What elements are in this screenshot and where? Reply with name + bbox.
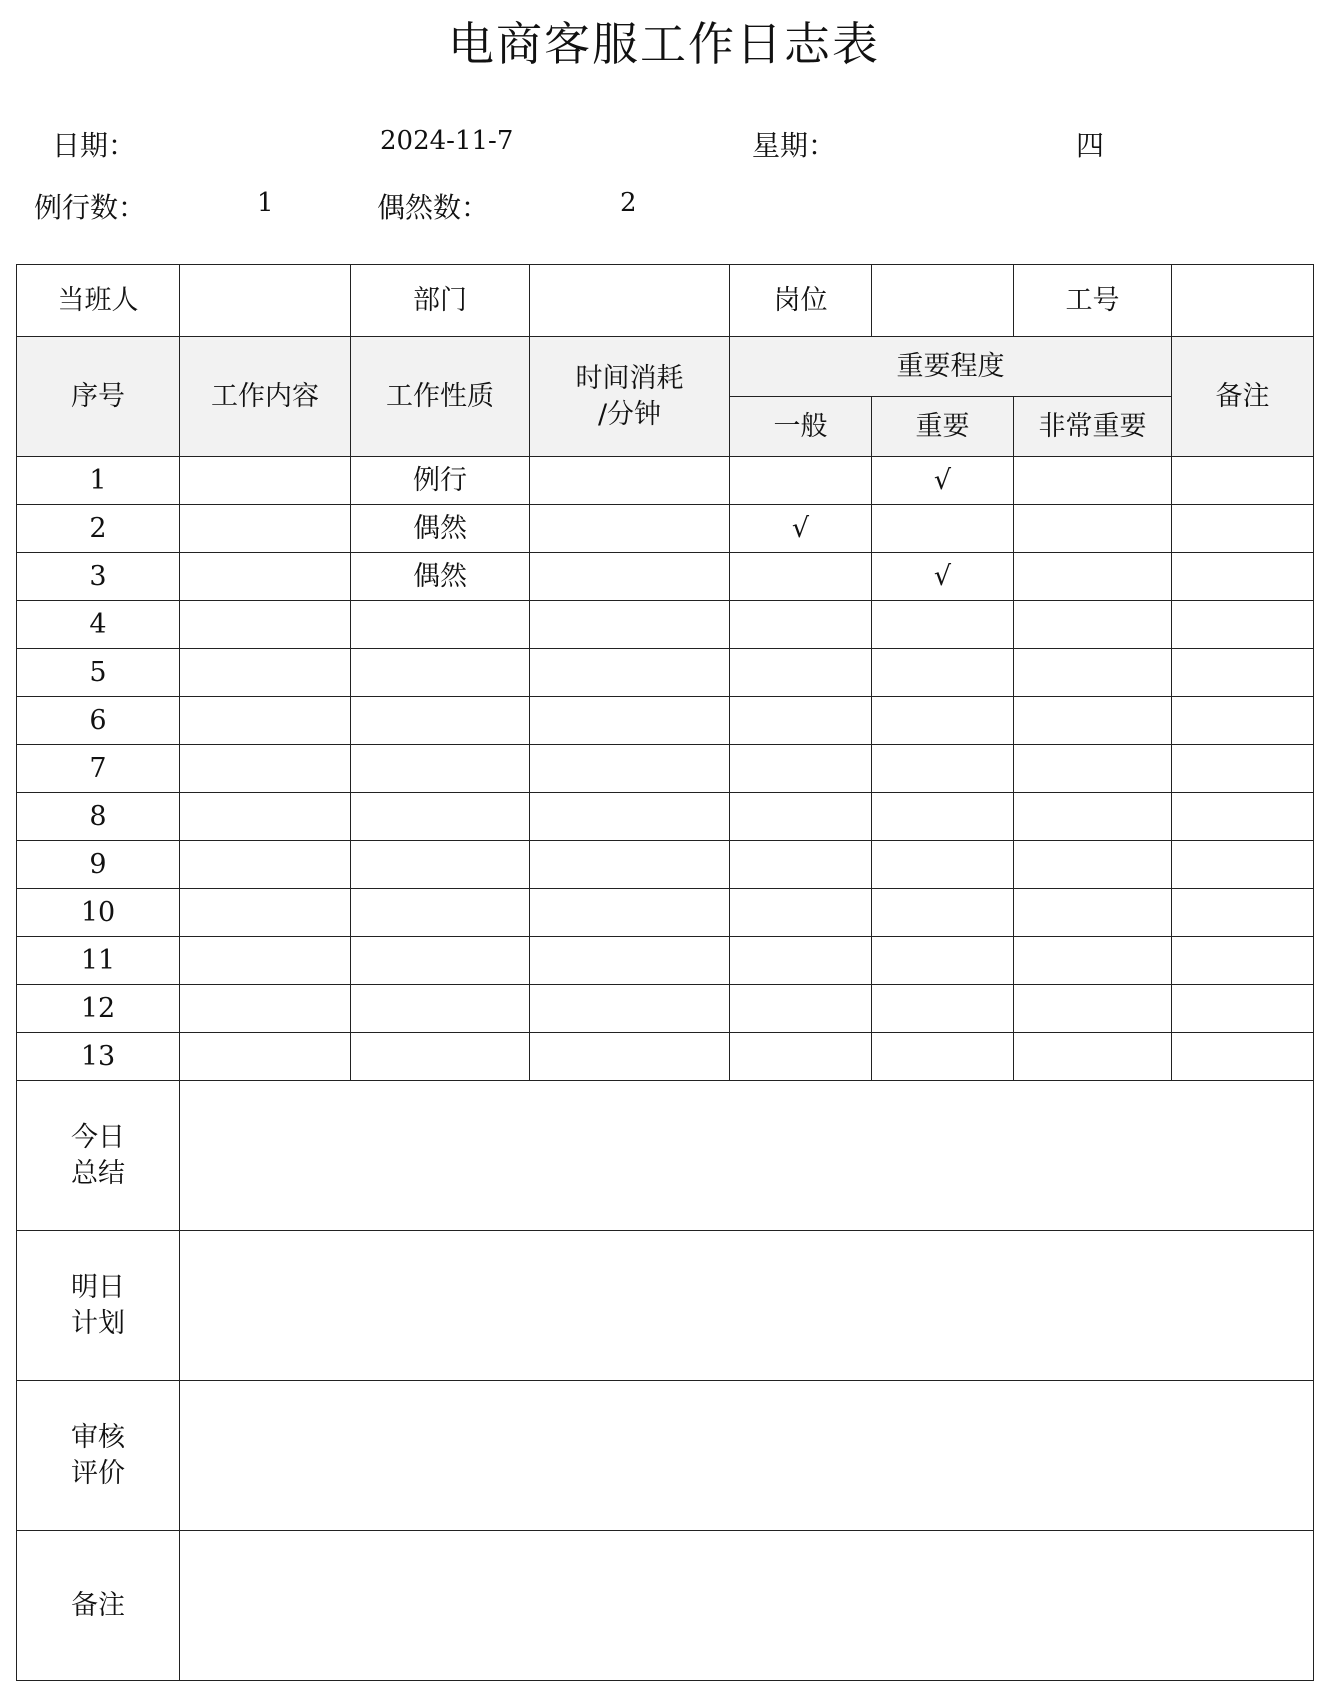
header-very-important: 非常重要 bbox=[1014, 397, 1172, 457]
header-importance: 重要程度 bbox=[730, 337, 1172, 397]
row-remark[interactable] bbox=[1172, 649, 1314, 697]
staff-info-row bbox=[17, 265, 1314, 337]
row-seq: 2 bbox=[17, 505, 180, 553]
row-content[interactable] bbox=[180, 745, 351, 793]
position-label: 岗位 bbox=[730, 265, 872, 337]
row-content[interactable] bbox=[180, 1033, 351, 1081]
summary-input[interactable] bbox=[180, 1081, 1314, 1231]
table-row bbox=[17, 841, 1314, 889]
row-time[interactable] bbox=[530, 649, 730, 697]
row-nature[interactable] bbox=[351, 889, 530, 937]
row-very-important-check[interactable] bbox=[1014, 553, 1172, 601]
row-seq: 9 bbox=[17, 841, 180, 889]
row-content[interactable] bbox=[180, 505, 351, 553]
plan-row bbox=[17, 1231, 1314, 1381]
table-row bbox=[17, 889, 1314, 937]
position-input[interactable] bbox=[872, 265, 1014, 337]
table-row bbox=[17, 1033, 1314, 1081]
row-important-check[interactable] bbox=[872, 889, 1014, 937]
row-general-check[interactable] bbox=[730, 937, 872, 985]
row-time[interactable] bbox=[530, 937, 730, 985]
row-content[interactable] bbox=[180, 697, 351, 745]
row-remark[interactable] bbox=[1172, 985, 1314, 1033]
row-very-important-check[interactable] bbox=[1014, 697, 1172, 745]
header-content: 工作内容 bbox=[180, 337, 351, 457]
row-remark[interactable] bbox=[1172, 1033, 1314, 1081]
row-content[interactable] bbox=[180, 889, 351, 937]
work-log-table bbox=[16, 264, 1314, 1681]
row-important-check[interactable] bbox=[872, 1033, 1014, 1081]
row-nature[interactable] bbox=[351, 841, 530, 889]
header-important: 重要 bbox=[872, 397, 1014, 457]
row-time[interactable] bbox=[530, 457, 730, 505]
employee-id-input[interactable] bbox=[1172, 265, 1314, 337]
row-content[interactable] bbox=[180, 457, 351, 505]
duty-person-input[interactable] bbox=[180, 265, 351, 337]
summary-label-line2: 总结 bbox=[71, 1157, 125, 1189]
occasional-count-label: 偶然数： bbox=[377, 191, 490, 224]
plan-label bbox=[17, 1231, 180, 1381]
row-very-important-check[interactable] bbox=[1014, 937, 1172, 985]
review-label-line1: 审核 bbox=[71, 1422, 125, 1454]
row-time[interactable] bbox=[530, 745, 730, 793]
duty-person-label: 当班人 bbox=[17, 265, 180, 337]
row-very-important-check[interactable] bbox=[1014, 1033, 1172, 1081]
table-row bbox=[17, 793, 1314, 841]
row-time[interactable] bbox=[530, 601, 730, 649]
header-time-line2: /分钟 bbox=[597, 398, 662, 430]
row-content[interactable] bbox=[180, 793, 351, 841]
header-seq: 序号 bbox=[17, 337, 180, 457]
row-general-check[interactable] bbox=[730, 1033, 872, 1081]
row-time[interactable] bbox=[530, 1033, 730, 1081]
row-seq: 12 bbox=[17, 985, 180, 1033]
row-general-check[interactable] bbox=[730, 649, 872, 697]
row-general-check[interactable] bbox=[730, 889, 872, 937]
row-important-check[interactable]: √ bbox=[872, 553, 1014, 601]
row-important-check[interactable] bbox=[872, 937, 1014, 985]
row-important-check[interactable]: √ bbox=[872, 457, 1014, 505]
row-seq: 6 bbox=[17, 697, 180, 745]
row-general-check[interactable]: √ bbox=[730, 505, 872, 553]
row-very-important-check[interactable] bbox=[1014, 841, 1172, 889]
row-seq: 1 bbox=[17, 457, 180, 505]
row-remark[interactable] bbox=[1172, 697, 1314, 745]
row-remark[interactable] bbox=[1172, 937, 1314, 985]
plan-label-line1: 明日 bbox=[71, 1272, 125, 1304]
row-nature[interactable] bbox=[351, 985, 530, 1033]
row-nature[interactable]: 偶然 bbox=[351, 553, 530, 601]
row-important-check[interactable] bbox=[872, 601, 1014, 649]
table-row bbox=[17, 745, 1314, 793]
row-general-check[interactable] bbox=[730, 793, 872, 841]
row-time[interactable] bbox=[530, 553, 730, 601]
review-label-line2: 评价 bbox=[71, 1457, 125, 1489]
row-very-important-check[interactable] bbox=[1014, 457, 1172, 505]
routine-count-label: 例行数： bbox=[34, 191, 147, 224]
weekday-value: 四 bbox=[1076, 129, 1105, 162]
row-seq: 11 bbox=[17, 937, 180, 985]
plan-input[interactable] bbox=[180, 1231, 1314, 1381]
row-remark[interactable] bbox=[1172, 457, 1314, 505]
row-very-important-check[interactable] bbox=[1014, 505, 1172, 553]
row-remark[interactable] bbox=[1172, 745, 1314, 793]
row-general-check[interactable] bbox=[730, 601, 872, 649]
occasional-count-value: 2 bbox=[620, 188, 637, 218]
remark-label: 备注 bbox=[17, 1531, 180, 1681]
row-content[interactable] bbox=[180, 841, 351, 889]
department-label: 部门 bbox=[351, 265, 530, 337]
row-important-check[interactable] bbox=[872, 697, 1014, 745]
row-very-important-check[interactable] bbox=[1014, 889, 1172, 937]
row-important-check[interactable] bbox=[872, 793, 1014, 841]
header-remark: 备注 bbox=[1172, 337, 1314, 457]
row-remark[interactable] bbox=[1172, 601, 1314, 649]
row-general-check[interactable] bbox=[730, 697, 872, 745]
row-seq: 7 bbox=[17, 745, 180, 793]
table-row bbox=[17, 553, 1314, 601]
table-row bbox=[17, 505, 1314, 553]
row-time[interactable] bbox=[530, 841, 730, 889]
row-content[interactable] bbox=[180, 937, 351, 985]
row-content[interactable] bbox=[180, 649, 351, 697]
remark-input[interactable] bbox=[180, 1531, 1314, 1681]
row-general-check[interactable] bbox=[730, 553, 872, 601]
row-very-important-check[interactable] bbox=[1014, 745, 1172, 793]
review-input[interactable] bbox=[180, 1381, 1314, 1531]
summary-row bbox=[17, 1081, 1314, 1231]
row-nature[interactable]: 偶然 bbox=[351, 505, 530, 553]
row-remark[interactable] bbox=[1172, 841, 1314, 889]
row-content[interactable] bbox=[180, 985, 351, 1033]
table-row bbox=[17, 697, 1314, 745]
table-row bbox=[17, 985, 1314, 1033]
row-remark[interactable] bbox=[1172, 553, 1314, 601]
row-important-check[interactable] bbox=[872, 985, 1014, 1033]
row-time[interactable] bbox=[530, 793, 730, 841]
row-nature[interactable] bbox=[351, 937, 530, 985]
header-time-line1: 时间消耗 bbox=[575, 363, 684, 395]
summary-label-line1: 今日 bbox=[71, 1122, 125, 1154]
row-nature[interactable] bbox=[351, 745, 530, 793]
department-input[interactable] bbox=[530, 265, 730, 337]
plan-label-line2: 计划 bbox=[71, 1307, 125, 1339]
row-seq: 4 bbox=[17, 601, 180, 649]
row-seq: 3 bbox=[17, 553, 180, 601]
summary-label bbox=[17, 1081, 180, 1231]
review-label bbox=[17, 1381, 180, 1531]
row-general-check[interactable] bbox=[730, 841, 872, 889]
row-important-check[interactable] bbox=[872, 841, 1014, 889]
page-title: 电商客服工作日志表 bbox=[448, 17, 880, 71]
row-nature[interactable] bbox=[351, 601, 530, 649]
row-time[interactable] bbox=[530, 505, 730, 553]
table-row bbox=[17, 937, 1314, 985]
row-time[interactable] bbox=[530, 697, 730, 745]
row-time[interactable] bbox=[530, 889, 730, 937]
row-content[interactable] bbox=[180, 553, 351, 601]
weekday-label: 星期： bbox=[752, 129, 837, 162]
row-seq: 10 bbox=[17, 889, 180, 937]
row-remark[interactable] bbox=[1172, 889, 1314, 937]
row-general-check[interactable] bbox=[730, 457, 872, 505]
header-nature: 工作性质 bbox=[351, 337, 530, 457]
row-nature[interactable] bbox=[351, 697, 530, 745]
row-very-important-check[interactable] bbox=[1014, 649, 1172, 697]
row-seq: 5 bbox=[17, 649, 180, 697]
row-remark[interactable] bbox=[1172, 793, 1314, 841]
header-general: 一般 bbox=[730, 397, 872, 457]
row-nature[interactable]: 例行 bbox=[351, 457, 530, 505]
employee-id-label: 工号 bbox=[1014, 265, 1172, 337]
row-very-important-check[interactable] bbox=[1014, 601, 1172, 649]
table-row bbox=[17, 601, 1314, 649]
date-value: 2024-11-7 bbox=[380, 126, 514, 156]
row-nature[interactable] bbox=[351, 1033, 530, 1081]
row-general-check[interactable] bbox=[730, 985, 872, 1033]
header-time bbox=[530, 337, 730, 457]
row-time[interactable] bbox=[530, 985, 730, 1033]
review-row bbox=[17, 1381, 1314, 1531]
routine-count-value: 1 bbox=[257, 188, 274, 218]
table-row bbox=[17, 649, 1314, 697]
row-seq: 13 bbox=[17, 1033, 180, 1081]
header-row-1 bbox=[17, 337, 1314, 397]
row-important-check[interactable] bbox=[872, 745, 1014, 793]
row-very-important-check[interactable] bbox=[1014, 985, 1172, 1033]
remark-row bbox=[17, 1531, 1314, 1681]
table-row bbox=[17, 457, 1314, 505]
row-seq: 8 bbox=[17, 793, 180, 841]
row-remark[interactable] bbox=[1172, 505, 1314, 553]
row-general-check[interactable] bbox=[730, 745, 872, 793]
row-important-check[interactable] bbox=[872, 649, 1014, 697]
row-important-check[interactable] bbox=[872, 505, 1014, 553]
row-very-important-check[interactable] bbox=[1014, 793, 1172, 841]
row-content[interactable] bbox=[180, 601, 351, 649]
date-label: 日期： bbox=[52, 129, 137, 162]
row-nature[interactable] bbox=[351, 649, 530, 697]
row-nature[interactable] bbox=[351, 793, 530, 841]
